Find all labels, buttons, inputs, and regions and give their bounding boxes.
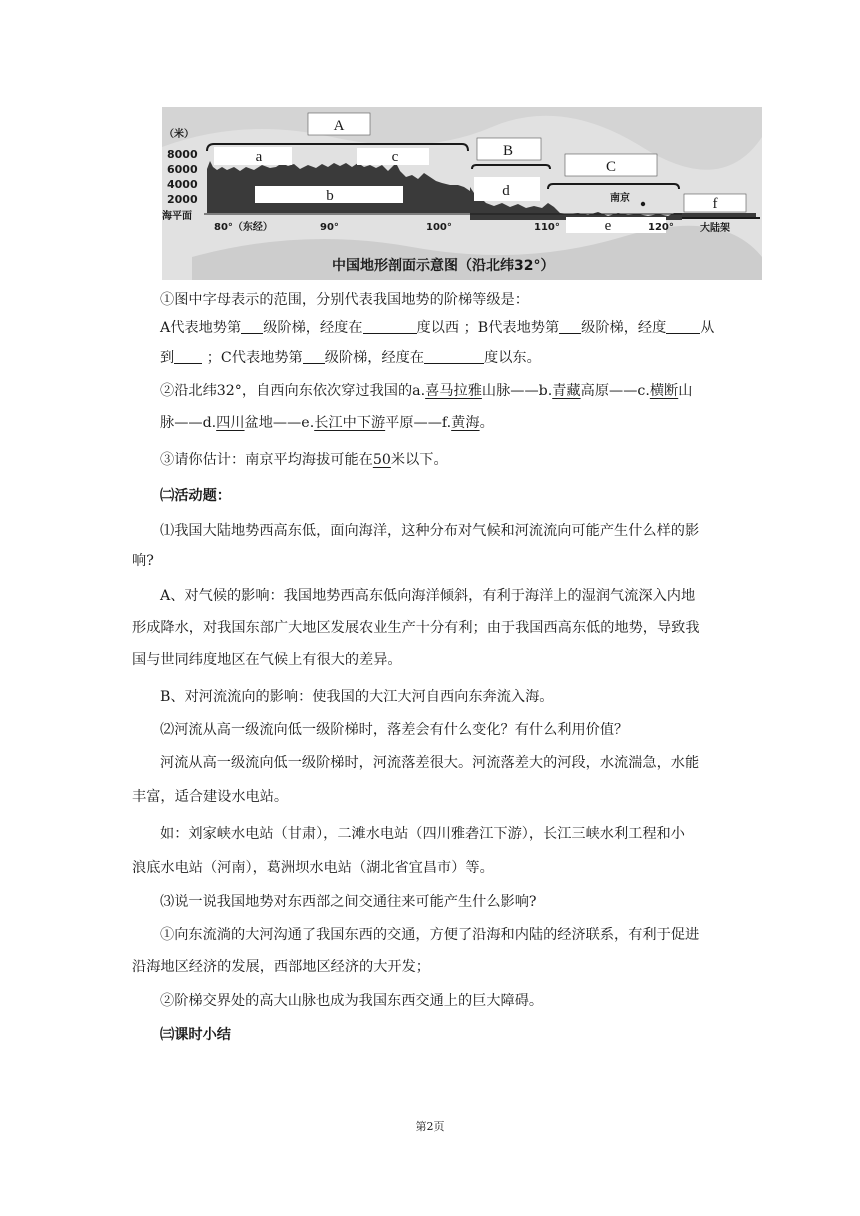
q1-line2: 到 ；C代表地势第 级阶梯，经度在 度以东。 xyxy=(160,350,541,366)
a1-answer-A-line1: A、对气候的影响：我国地势西高东低向海洋倾斜，有利于海洋上的湿润气流深入内地 xyxy=(160,588,696,604)
x-tick-80: 80°（东经） xyxy=(214,222,273,233)
a2-question: ⑵河流从高一级流向低一级阶梯时，落差会有什么变化？有什么利用价值？ xyxy=(160,722,629,738)
q2-line1: ②沿北纬32°，自西向东依次穿过我国的a.喜马拉雅山脉——b.青藏高原——c.横断山 xyxy=(160,383,693,399)
a2-answer-line1: 河流从高一级流向低一级阶梯时，河流落差很大。河流落差大的河段，水流湍急，水能 xyxy=(160,755,700,771)
label-c: c xyxy=(391,149,399,165)
q1-line1: A代表地势第 级阶梯，经度在 度以西 ；B代表地势第 级阶梯，经度 从 xyxy=(160,320,715,336)
a2-answer-line2: 丰富，适合建设水电站。 xyxy=(132,789,289,805)
label-b: b xyxy=(326,188,334,204)
page-number: 第2页 xyxy=(415,1120,445,1133)
section-summary-heading: ㈢课时小结 xyxy=(160,1027,231,1043)
q1-intro: ①图中字母表示的范围，分别代表我国地势的阶梯等级是： xyxy=(160,292,529,308)
a2-example-line2: 浪底水电站（河南），葛洲坝水电站（湖北省宜昌市）等。 xyxy=(132,860,494,876)
a3-answer1-line1: ①向东流淌的大河沟通了我国东西的交通，方便了沿海和内陆的经济联系，有利于促进 xyxy=(160,927,700,943)
y-tick-sea-level: 海平面 xyxy=(162,211,192,222)
a3-question: ⑶说一说我国地势对东西部之间交通往来可能产生什么影响? xyxy=(160,894,537,910)
nanjing-dot xyxy=(641,202,645,206)
y-tick-8000: 8000 xyxy=(167,148,198,161)
y-unit: （米） xyxy=(164,129,194,140)
continental-shelf-line xyxy=(682,217,760,219)
label-e: e xyxy=(604,218,612,234)
y-tick-2000: 2000 xyxy=(167,193,198,206)
label-A: A xyxy=(333,118,345,134)
q3-line: ③请你估计：南京平均海拔可能在50米以下。 xyxy=(160,452,448,468)
label-B: B xyxy=(502,143,514,159)
x-tick-110: 110° xyxy=(534,222,560,233)
a3-answer2: ②阶梯交界处的高大山脉也成为我国东西交通上的巨大障碍。 xyxy=(160,993,544,1009)
a1-answer-A-line2: 形成降水，对我国东部广大地区发展农业生产十分有利；由于我国西高东低的地势，导致我 xyxy=(132,620,700,636)
x-tick-100: 100° xyxy=(426,222,452,233)
a1-question-line1: ⑴我国大陆地势西高东低，面向海洋，这种分布对气候和河流流向可能产生什么样的影 xyxy=(160,523,700,539)
terrain-profile-figure xyxy=(162,107,762,280)
label-a: a xyxy=(255,149,263,165)
a3-answer1-line2: 沿海地区经济的发展，西部地区经济的大开发； xyxy=(132,959,430,975)
label-C: C xyxy=(605,159,617,175)
figure-title: 中国地形剖面示意图（沿北纬32°） xyxy=(332,258,555,274)
a2-example-line1: 如：刘家峡水电站（甘肃），二滩水电站（四川雅砻江下游），长江三峡水利工程和小 xyxy=(160,826,685,842)
label-f: f xyxy=(712,196,718,212)
a1-question-line2: 响? xyxy=(132,553,154,569)
section-activity-heading: ㈡活动题： xyxy=(160,488,231,504)
a1-answer-A-line3: 国与世同纬度地区在气候上有很大的差异。 xyxy=(132,652,402,668)
continental-shelf-label: 大陆架 xyxy=(700,223,730,234)
x-tick-120: 120° xyxy=(648,222,674,233)
y-tick-6000: 6000 xyxy=(167,163,198,176)
city-nanjing: 南京 xyxy=(610,193,630,204)
label-d: d xyxy=(502,183,510,199)
x-tick-90: 90° xyxy=(320,222,339,233)
y-tick-4000: 4000 xyxy=(167,178,198,191)
q2-line2: 脉——d.四川盆地——e.长江中下游平原——f.黄海。 xyxy=(160,415,494,431)
a1-answer-B: B、对河流流向的影响：使我国的大江大河自西向东奔流入海。 xyxy=(160,689,554,705)
